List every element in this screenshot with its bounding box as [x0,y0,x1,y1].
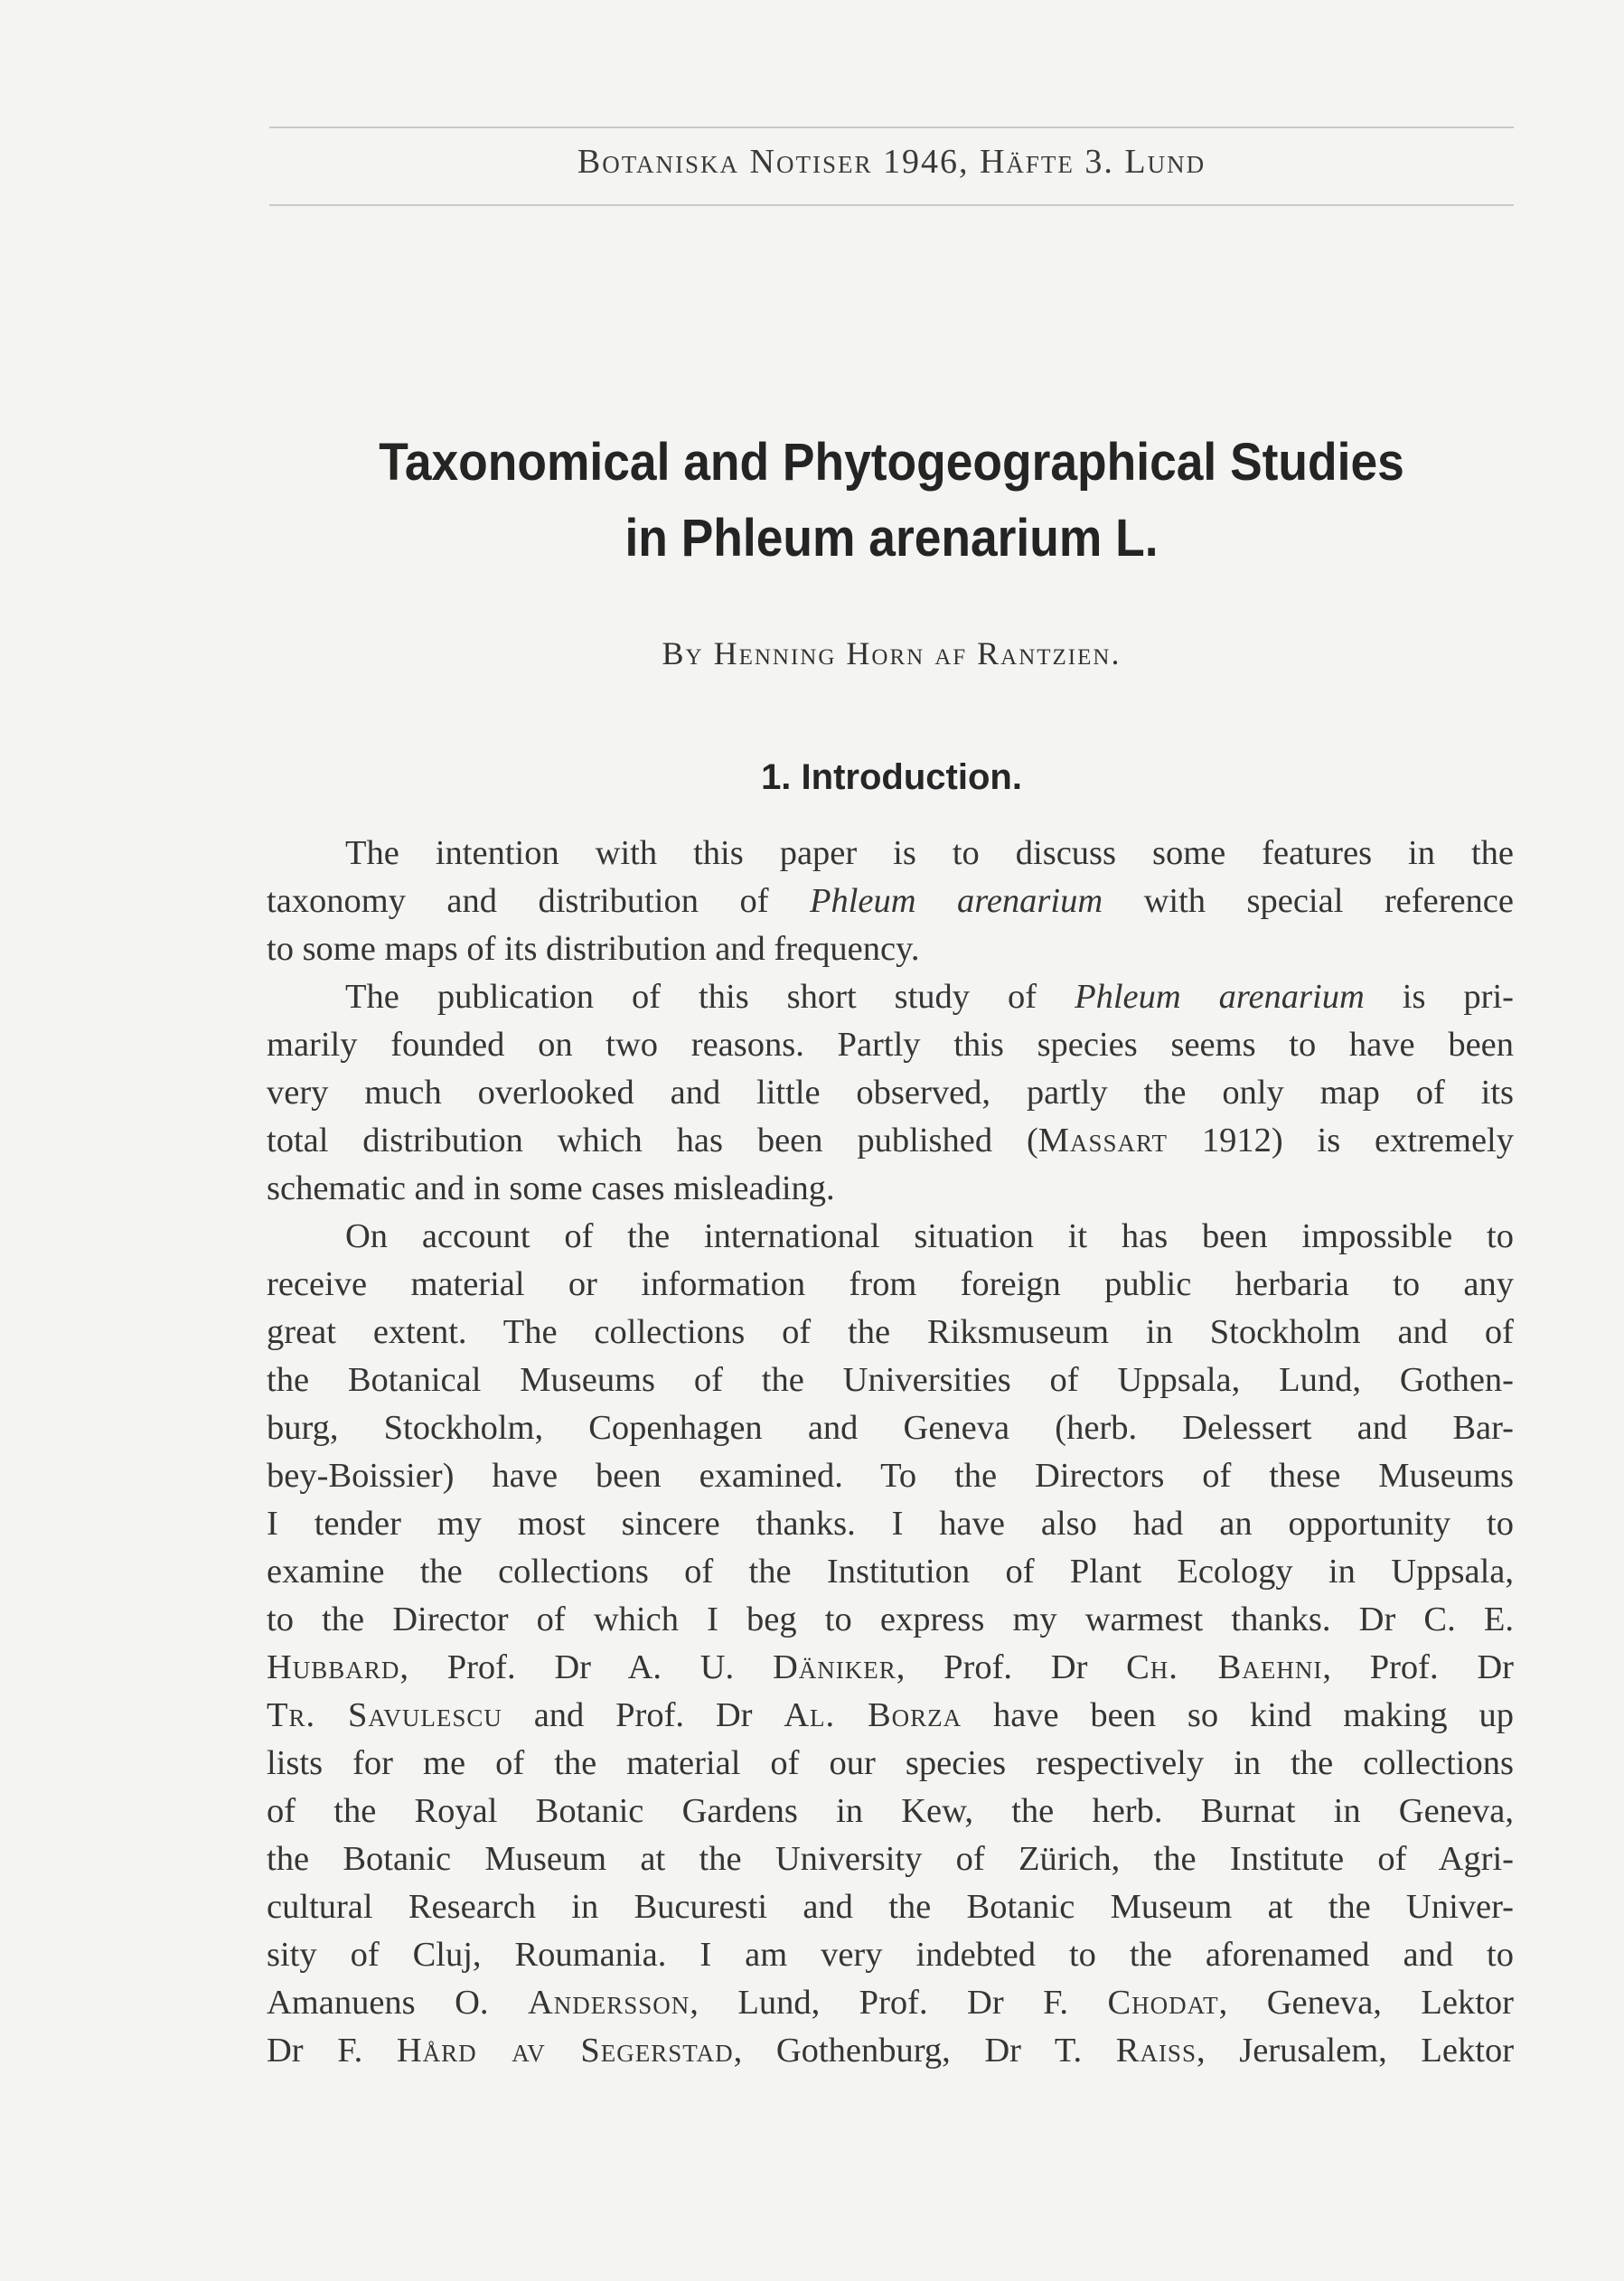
author-name: Däniker [772,1648,896,1686]
body-line [267,1165,1514,1213]
article-title-line-1: Taxonomical and Phytogeographical Studies [379,433,1404,492]
body-line-text: have been so kind making up [962,1696,1514,1734]
body-line-text: the Botanic Museum at the University of Zürich, the Institute of Agri- [267,1840,1514,1878]
species-name: Phleum arenarium [809,882,1103,920]
author-name: Al. Borza [784,1696,962,1734]
body-line [267,1788,1514,1835]
body-line [267,1979,1514,2027]
body-line-text: taxonomy and distribution of [267,882,810,920]
body-line-text: total distribution which has been published ( [267,1122,1038,1159]
body-line [267,2027,1514,2075]
body-line-text: marily founded on two reasons. Partly this species seems to have been [267,1026,1514,1064]
body-line [267,1117,1514,1165]
body-line [267,1835,1514,1883]
body-line-text: to the Director of which I beg to express my warmest thanks. Dr C. E. [267,1600,1514,1638]
body-line [267,1740,1514,1788]
header-rule-top [269,127,1514,128]
author-name: Tr. Savulescu [267,1696,502,1734]
body-line-text: burg, Stockholm, Copenhagen and Geneva (herb. Delessert and Bar- [267,1409,1514,1447]
body-line-text: to some maps of its distribution and frequency. [267,930,920,968]
body-line [267,1931,1514,1979]
section-heading: 1. Introduction. [761,757,1022,797]
body-line [267,1069,1514,1117]
body-line [267,1644,1514,1692]
body-line-text: Amanuens O. [267,1984,528,2022]
body-line-text: receive material or information from foreign public herbaria to any [267,1265,1514,1303]
body-line-text: I tender my most sincere thanks. I have also had an opportunity to [267,1505,1514,1543]
body-line-text: , Geneva, Lektor [1218,1984,1514,2022]
body-line [267,1452,1514,1500]
body-line [267,830,1514,878]
body-line [267,1404,1514,1452]
author-name: Chodat [1107,1984,1219,2022]
body-line-text: 1912) is extremely [1167,1122,1514,1159]
body-line-text: the Botanical Museums of the Universities of Uppsala, Lund, Gothen- [267,1361,1514,1399]
body-line [267,1596,1514,1644]
author-name: Massart [1037,1122,1168,1159]
body-line [267,1500,1514,1548]
body-line [267,878,1514,925]
author-byline: By Henning Horn af Rantzien. [662,635,1122,671]
body-line-text: , Lund, Prof. Dr F. [690,1984,1108,2022]
body-line [267,1548,1514,1596]
body-line-text: , Jerusalem, Lektor [1196,2032,1515,2070]
body-line [267,1021,1514,1069]
body-line-text: schematic and in some cases misleading. [267,1169,835,1207]
author-name: Hård av Segerstad [396,2032,734,2070]
body-line-text: of the Royal Botanic Gardens in Kew, the herb. Burnat in Geneva, [267,1792,1514,1830]
body-line [267,1692,1514,1740]
running-head: Botaniska Notiser 1946, Häfte 3. Lund [577,143,1206,181]
body-line-text: with special reference [1103,882,1514,920]
body-line-text: very much overlooked and little observed, partly the only map of its [267,1074,1514,1112]
author-name: Hubbard [267,1648,400,1686]
body-line [267,1356,1514,1404]
body-line-text: On account of the international situation it has been impossible to [345,1217,1514,1255]
body-text [267,830,1514,2075]
body-line-text: sity of Cluj, Roumania. I am very indebted to the aforenamed and to [267,1936,1514,1974]
author-name: Ch. Baehni [1126,1648,1323,1686]
article-title [319,425,1464,577]
body-line [267,1261,1514,1309]
body-line-text: lists for me of the material of our species respectively in the collections [267,1744,1514,1782]
header-rule-bottom [269,204,1514,206]
body-line-text: , Prof. Dr [896,1648,1127,1686]
body-line-text: , Prof. Dr [1322,1648,1514,1686]
body-line-text: is pri- [1364,978,1514,1016]
body-line-text: The publication of this short study of [345,978,1075,1016]
body-line-text: examine the collections of the Institution of Plant Ecology in Uppsala, [267,1553,1514,1591]
body-line-text: bey-Boissier) have been examined. To the Directors of these Museums [267,1457,1514,1495]
body-line [267,973,1514,1021]
body-line [267,1213,1514,1261]
body-line [267,1883,1514,1931]
body-line-text: , Prof. Dr A. U. [399,1648,773,1686]
author-name: Raiss [1115,2032,1197,2070]
article-title-line-2: in Phleum arenarium L. [624,509,1159,568]
body-line-text: The intention with this paper is to discuss some features in the [345,834,1514,872]
body-line [267,1309,1514,1356]
author-name: Andersson [527,1984,690,2022]
body-line [267,925,1514,973]
body-line-text: Dr F. [267,2032,397,2070]
body-line-text: , Gothenburg, Dr T. [733,2032,1116,2070]
body-line-text: cultural Research in Bucuresti and the Botanic Museum at the Univer- [267,1888,1514,1926]
body-line-text: great extent. The collections of the Riksmuseum in Stockholm and of [267,1313,1514,1351]
species-name: Phleum arenarium [1075,978,1365,1016]
body-line-text: and Prof. Dr [502,1696,784,1734]
